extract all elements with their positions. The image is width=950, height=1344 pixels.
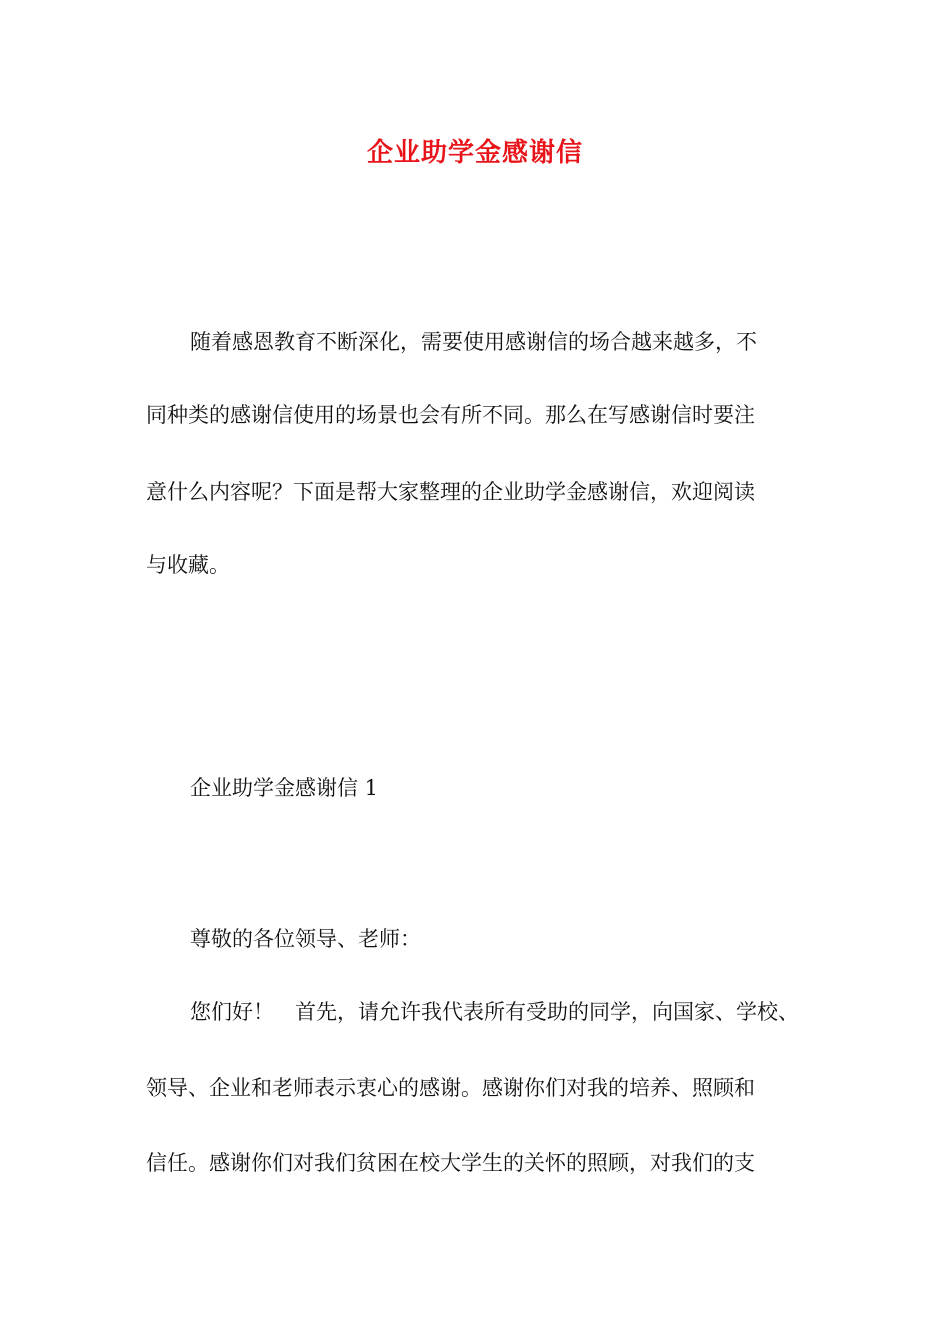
body-line-2: 领导、企业和老师表示衷心的感谢。感谢你们对我的培养、照顾和 — [146, 1076, 755, 1100]
intro-line-4: 与收藏。 — [146, 553, 230, 577]
intro-line-1: 随着感恩教育不断深化，需要使用感谢信的场合越来越多，不 — [190, 330, 757, 354]
body-line-1: 您们好！ 首先，请允许我代表所有受助的同学，向国家、学校、 — [190, 1000, 799, 1024]
document-title: 企业助学金感谢信 — [366, 138, 583, 168]
intro-line-2: 同种类的感谢信使用的场景也会有所不同。那么在写感谢信时要注 — [146, 403, 755, 427]
body-line-3: 信任。感谢你们对我们贫困在校大学生的关怀的照顾，对我们的支 — [146, 1151, 755, 1175]
salutation: 尊敬的各位领导、老师： — [190, 927, 421, 951]
intro-line-3: 意什么内容呢？下面是帮大家整理的企业助学金感谢信，欢迎阅读 — [146, 480, 755, 504]
section-heading: 企业助学金感谢信 1 — [190, 776, 379, 800]
